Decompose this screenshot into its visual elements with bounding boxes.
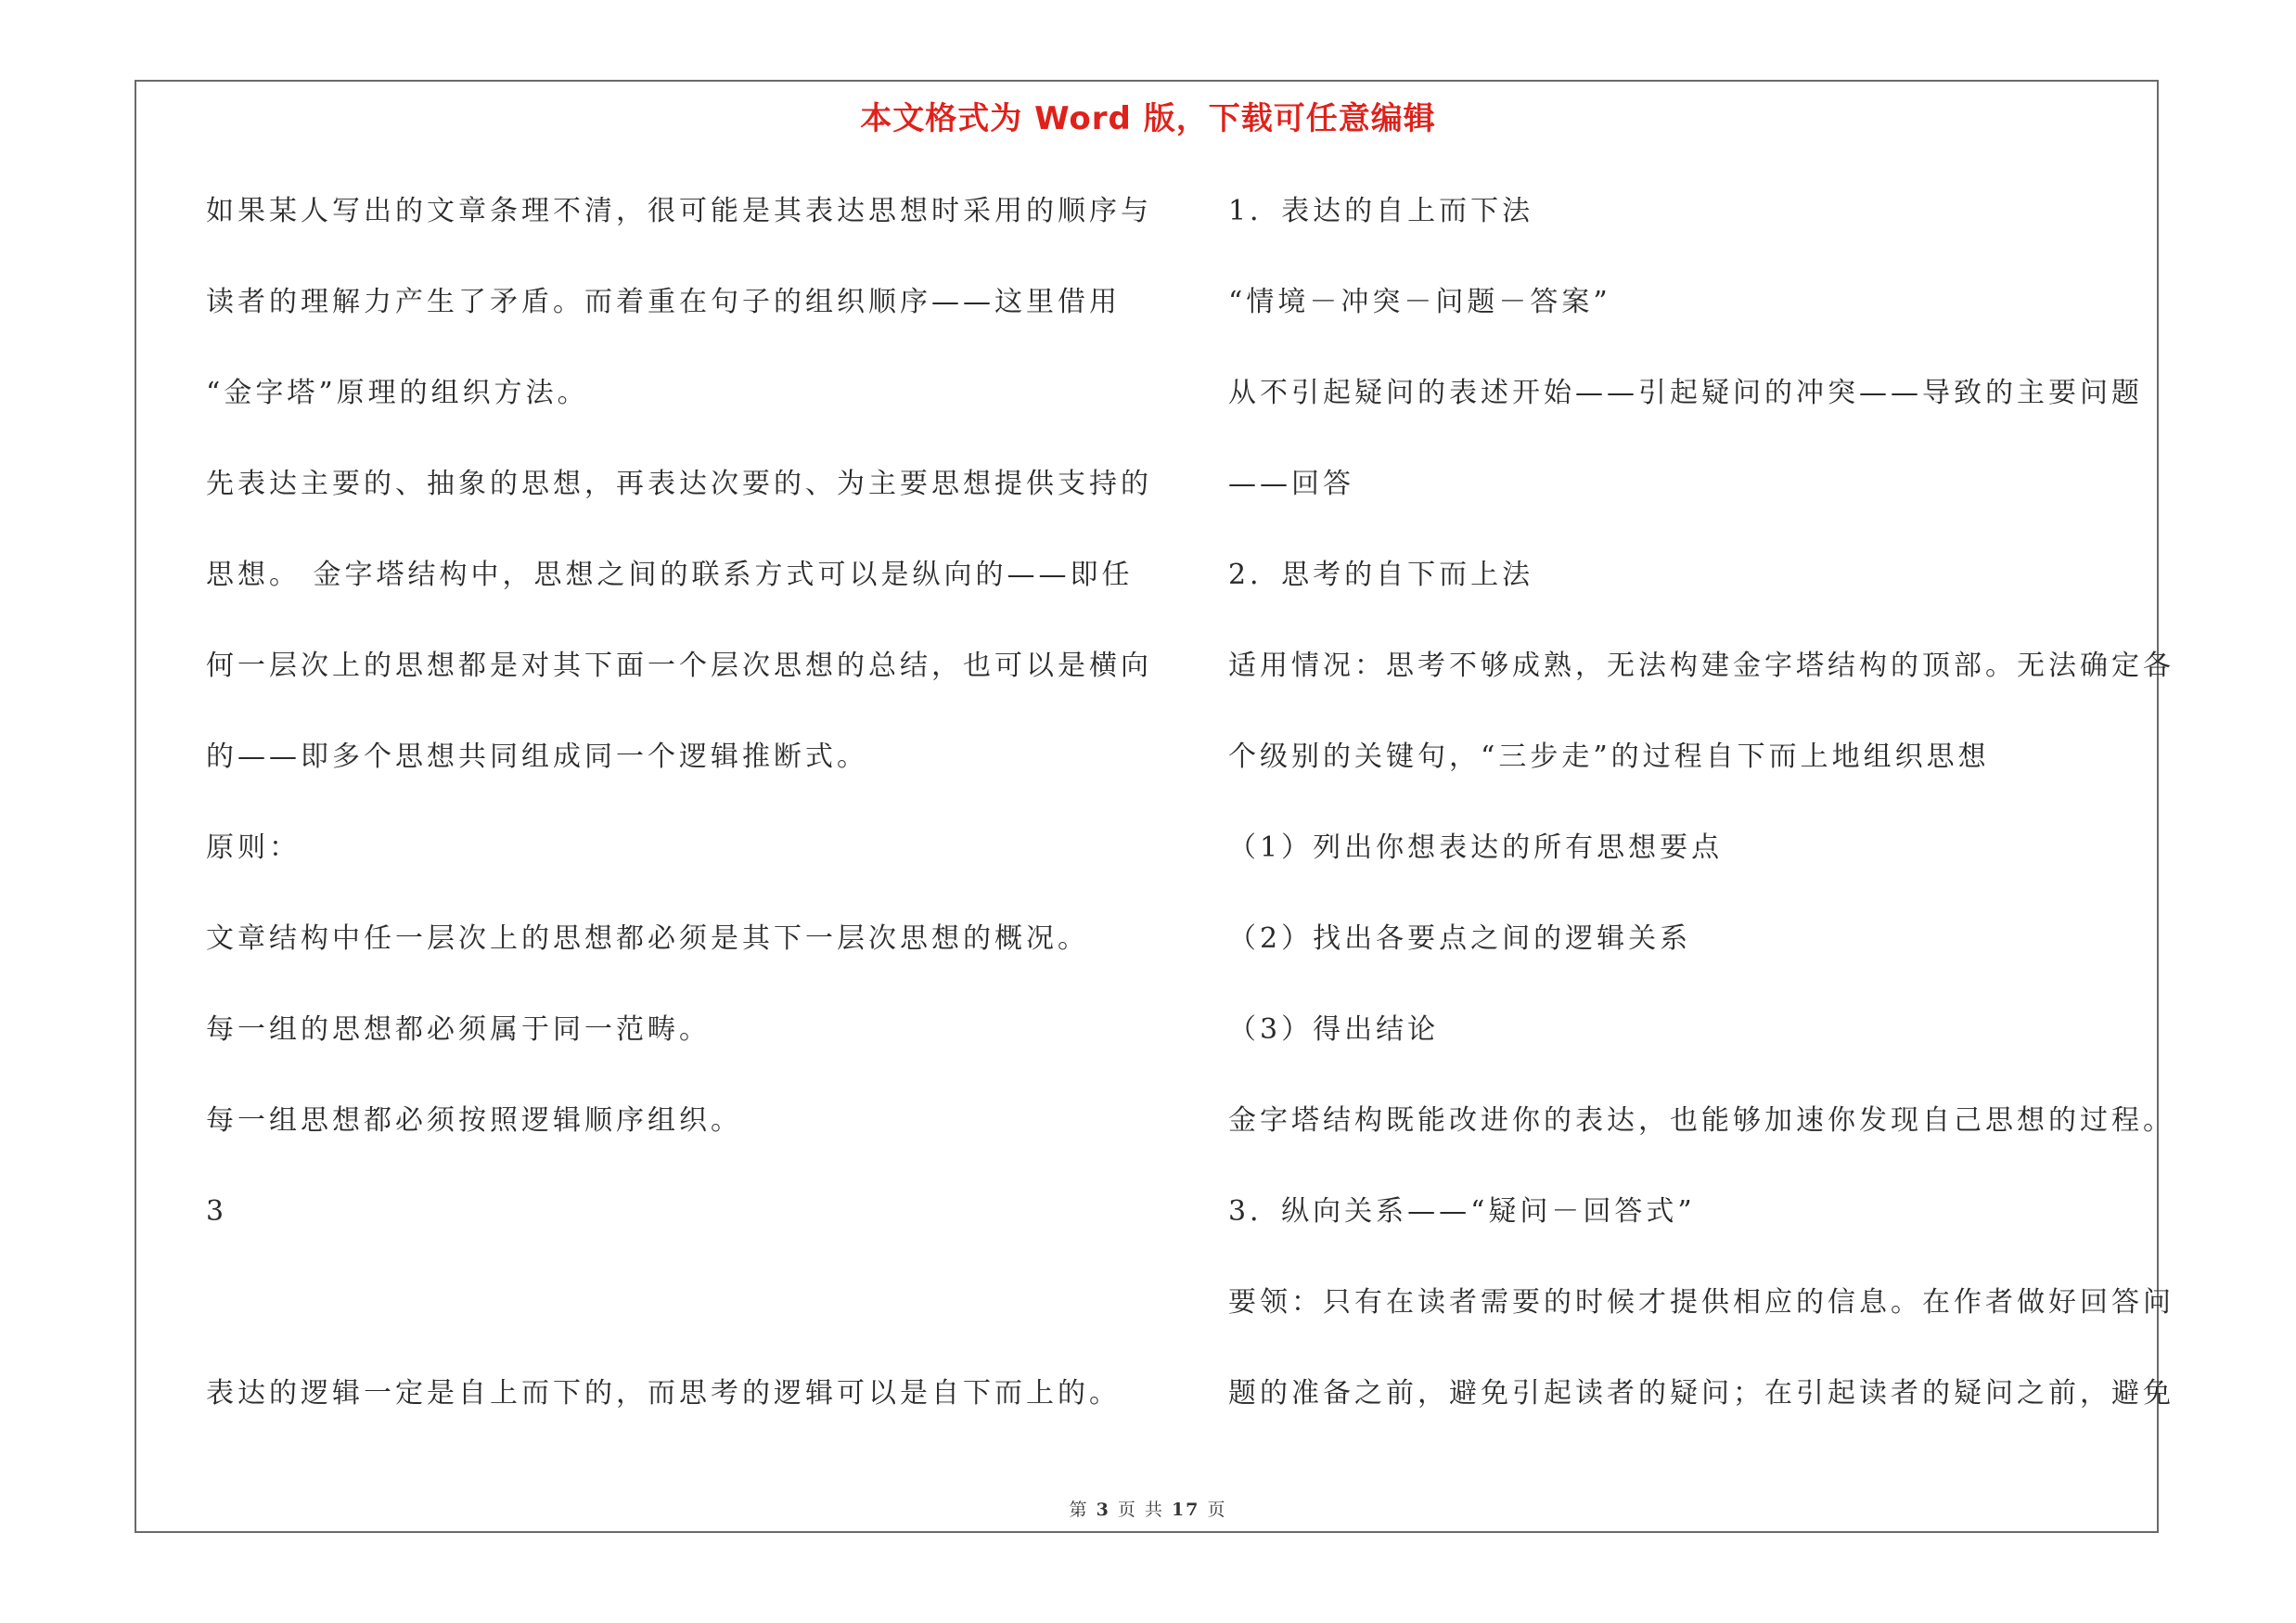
page-number-footer	[0, 1496, 2296, 1521]
paragraph-line: “情境－冲突－问题－答案”	[1228, 286, 1611, 318]
paragraph-line: 金字塔结构既能改进你的表达，也能够加速你发现自己思想的过程。	[1228, 1104, 2174, 1137]
paragraph-line: 的——即多个思想共同组成同一个逻辑推断式。	[206, 741, 868, 773]
step-item: （3）得出结论	[1228, 1013, 1440, 1046]
footer-prefix: 第	[1069, 1500, 1089, 1520]
paragraph-line: 先表达主要的、抽象的思想，再表达次要的、为主要思想提供支持的	[206, 468, 1152, 500]
paragraph-line: 个级别的关键句，“三步走”的过程自下而上地组织思想	[1228, 741, 1990, 773]
principle-item: 文章结构中任一层次上的思想都必须是其下一层次思想的概况。	[206, 922, 1089, 955]
paragraph-line: ——回答	[1228, 468, 1354, 500]
footer-middle: 页 共	[1117, 1500, 1164, 1520]
footer-suffix: 页	[1207, 1500, 1227, 1520]
heading-line: 1．表达的自上而下法	[1228, 195, 1534, 227]
paragraph-line: 读者的理解力产生了矛盾。而着重在句子的组织顺序——这里借用	[206, 286, 1121, 318]
section-number: 3	[206, 1195, 228, 1228]
section-label: 原则：	[206, 831, 301, 864]
step-item: （2）找出各要点之间的逻辑关系	[1228, 922, 1692, 955]
blank-line	[206, 1275, 1152, 1366]
paragraph-line: 思想。 金字塔结构中，思想之间的联系方式可以是纵向的——即任	[206, 559, 1134, 591]
right-column	[1228, 184, 2184, 1457]
heading-line: 3．纵向关系——“疑问－回答式”	[1228, 1195, 1696, 1228]
paragraph-line: 表达的逻辑一定是自上而下的，而思考的逻辑可以是自下而上的。	[206, 1377, 1121, 1410]
paragraph-line: 题的准备之前，避免引起读者的疑问；在引起读者的疑问之前，避免	[1228, 1377, 2174, 1410]
paragraph-line: 从不引起疑问的表述开始——引起疑问的冲突——导致的主要问题	[1228, 377, 2143, 409]
total-page-number: 17	[1171, 1500, 1200, 1520]
paragraph-line: 如果某人写出的文章条理不清，很可能是其表达思想时采用的顺序与	[206, 195, 1152, 227]
paragraph-line: 要领：只有在读者需要的时候才提供相应的信息。在作者做好回答问	[1228, 1286, 2174, 1319]
paragraph-line: 何一层次上的思想都是对其下面一个层次思想的总结，也可以是横向	[206, 650, 1152, 682]
format-banner: 本文格式为 Word 版，下载可任意编辑	[860, 100, 1436, 137]
principle-item: 每一组的思想都必须属于同一范畴。	[206, 1013, 711, 1046]
step-item: （1）列出你想表达的所有思想要点	[1228, 831, 1724, 864]
current-page-number: 3	[1096, 1500, 1110, 1520]
principle-item: 每一组思想都必须按照逻辑顺序组织。	[206, 1104, 742, 1137]
paragraph-line: “金字塔”原理的组织方法。	[206, 377, 589, 409]
paragraph-line: 适用情况：思考不够成熟，无法构建金字塔结构的顶部。无法确定各	[1228, 650, 2174, 682]
left-column	[206, 184, 1152, 1457]
heading-line: 2．思考的自下而上法	[1228, 559, 1534, 591]
